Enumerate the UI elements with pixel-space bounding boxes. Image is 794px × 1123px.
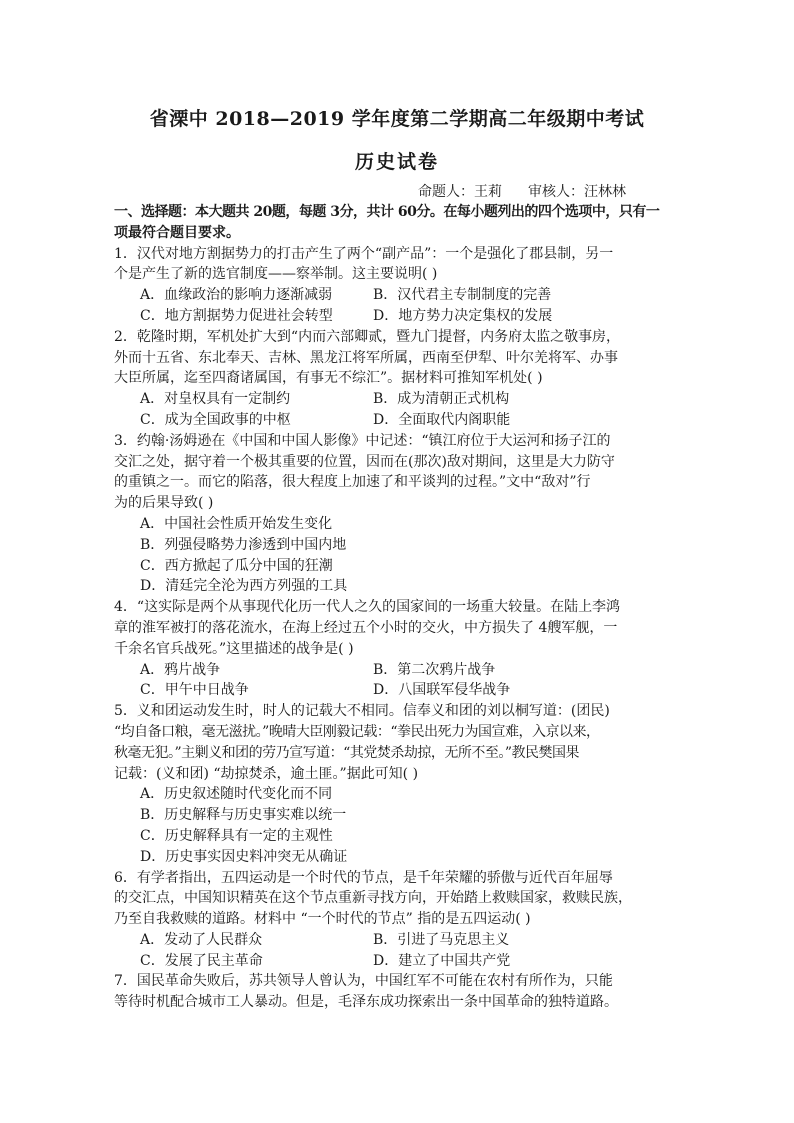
question-text: 7．国民革命失败后，苏共领导人曾认为，中国红军不可能在农村有所作为，只能	[114, 973, 613, 990]
exam-title: 省溧中 2018—2019 学年度第二学期高二年级期中考试	[149, 108, 645, 130]
question-3	[114, 431, 684, 597]
question-text: 的重镇之一。而它的陷落，很大程度上加速了和平谈判的过程。”文中“敌对”行	[114, 474, 591, 491]
question-text: 5．义和团运动发生时，时人的记载大不相同。信奉义和团的刘以桐写道：(团民)	[114, 703, 610, 720]
option-a: A．鸦片战争	[140, 661, 221, 678]
question-text: 为的后果导致( )	[114, 495, 214, 512]
question-text: 外而十五省、东北奉天、吉林、黑龙江将军所属，西南至伊犁、叶尔羌将军、办事	[114, 349, 618, 366]
section-heading-cont: 项最符合题目要求。	[114, 224, 240, 241]
question-text: 乃至自我救赎的道路。材料中 “一个时代的节点” 指的是五四运动( )	[114, 911, 531, 928]
question-text: 秋毫无犯。”主剿义和团的劳乃宣写道：“其党焚杀劫掠，无所不至。”教民樊国果	[114, 744, 579, 761]
section-heading: 一、选择题：本大题共 20题，每题 3分，共计 60分。在每小题列出的四个选项中，只有一	[114, 204, 660, 220]
option-row	[114, 285, 684, 306]
option-b: B．历史解释与历史事实难以统一	[140, 807, 347, 824]
option-row	[114, 389, 684, 410]
option-d: D．全面取代内阁职能	[373, 411, 511, 428]
option-row	[114, 410, 684, 431]
question-6	[114, 868, 684, 972]
question-5	[114, 701, 684, 867]
option-d: D．八国联军侵华战争	[373, 682, 511, 699]
option-row	[114, 306, 684, 327]
option-row	[114, 930, 684, 951]
question-4	[114, 597, 684, 701]
question-text: 6．有学者指出，五四运动是一个时代的节点，是千年荣耀的骄傲与近代百年屈辱	[114, 869, 613, 886]
option-a: A．发动了人民群众	[140, 931, 263, 948]
question-text: 的交汇点，中国知识精英在这个节点重新寻找方向，开始踏上救赎国家，救赎民族，	[114, 890, 632, 907]
question-text: 3．约翰·汤姆逊在《中国和中国人影像》中记述：“镇江府位于大运河和扬子江的	[114, 432, 611, 449]
option-row	[114, 680, 684, 701]
option-a: A．中国社会性质开始发生变化	[140, 515, 333, 532]
option-b: B．列强侵略势力渗透到中国内地	[140, 536, 347, 553]
question-text: 记载：(义和团) “劫掠焚杀，逾土匪。”据此可知( )	[114, 765, 419, 782]
option-c: C．甲午中日战争	[140, 682, 249, 699]
option-c: C．发展了民主革命	[140, 952, 263, 969]
question-1	[114, 244, 684, 327]
option-c: C．地方割据势力促进社会转型	[140, 307, 333, 324]
exam-subtitle: 历史试卷	[354, 151, 439, 173]
question-text: 4．“这实际是两个从事现代化历一代人之久的国家间的一场重大较量。在陆上李鸿	[114, 599, 621, 616]
option-row	[114, 660, 684, 681]
setter-label: 命题人：王莉	[418, 184, 502, 200]
question-text: 千余名官兵战死。”这里描述的战争是( )	[114, 640, 354, 657]
option-b: B．第二次鸦片战争	[373, 661, 496, 678]
option-c: C．历史解释具有一定的主观性	[140, 827, 333, 844]
question-text: 个是产生了新的选官制度——察举制。这主要说明( )	[114, 266, 438, 283]
option-d: D．历史事实因史料冲突无从确证	[140, 848, 348, 865]
option-b: B．引进了马克思主义	[373, 931, 510, 948]
question-text: 大臣所属，迄至四裔诸属国，有事无不综汇”。据材料可推知军机处( )	[114, 370, 543, 387]
option-d: D．地方势力决定集权的发展	[373, 307, 553, 324]
reviewer-label: 审核人：汪林林	[528, 184, 626, 200]
question-text: “均自备口粮，毫无滋扰。”晚晴大臣刚毅记载：“拳民出死力为国宣难，入京以来，	[114, 723, 600, 740]
option-a: A．对皇权具有一定制约	[140, 391, 291, 408]
option-a: A．历史叙述随时代变化而不同	[140, 786, 333, 803]
question-text: 2．乾隆时期，军机处扩大到“内而六部卿贰，暨九门提督，内务府太监之敬事房，	[114, 328, 621, 345]
question-text: 交汇之处，据守着一个极其重要的位置，因而在(那次)敌对期间，这里是大力防守	[114, 453, 615, 470]
option-row	[114, 951, 684, 972]
option-b: B．汉代君主专制制度的完善	[373, 287, 552, 304]
exam-content	[114, 202, 684, 1013]
question-text: 1．汉代对地方割据势力的打击产生了两个“副产品”：一个是强化了郡县制，另一	[114, 245, 614, 262]
option-a: A．血缘政治的影响力逐渐减弱	[140, 287, 333, 304]
question-7	[114, 971, 684, 1013]
question-2	[114, 327, 684, 431]
question-text: 章的淮军被打的落花流水，在海上经过五个小时的交火，中方损失了 4艘军舰，一	[114, 619, 618, 636]
option-c: C．西方掀起了瓜分中国的狂潮	[140, 557, 333, 574]
option-d: D．建立了中国共产党	[373, 952, 511, 969]
option-d: D．清廷完全沦为西方列强的工具	[140, 578, 348, 595]
question-text: 等待时机配合城市工人暴动。但是，毛泽东成功探索出一条中国革命的独特道路。	[114, 994, 618, 1011]
option-b: B．成为清朝正式机构	[373, 391, 510, 408]
exam-authors	[418, 181, 626, 201]
option-c: C．成为全国政事的中枢	[140, 411, 291, 428]
